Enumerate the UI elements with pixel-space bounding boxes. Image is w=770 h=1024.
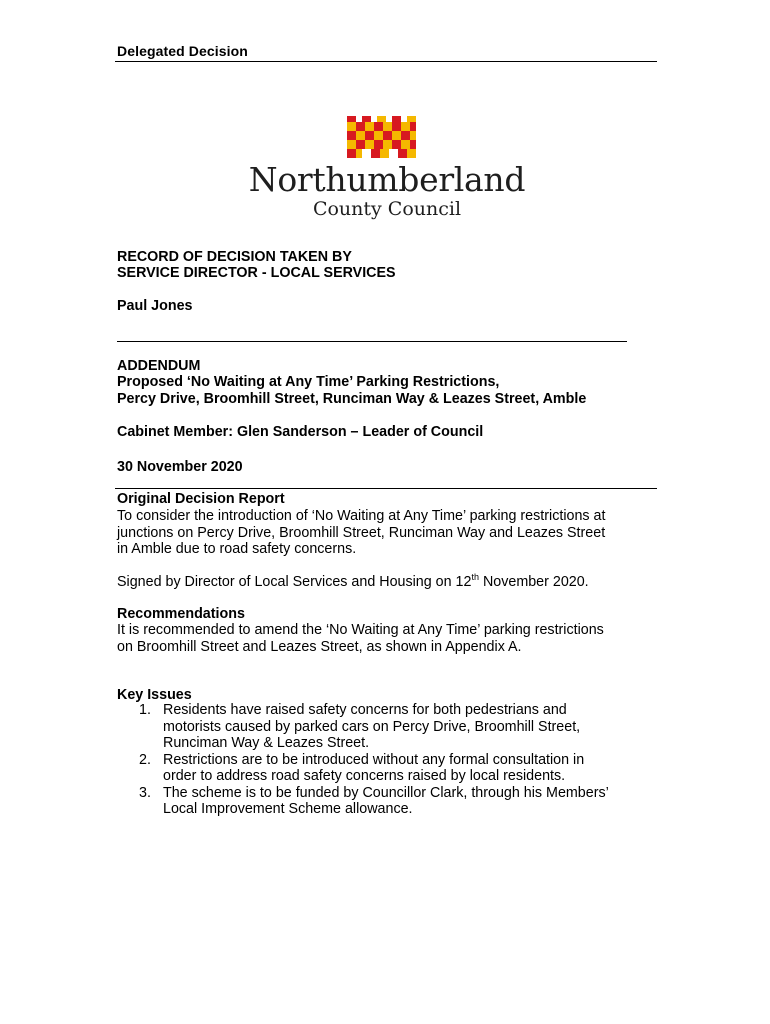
original-report-line1: To consider the introduction of ‘No Waiting at Any Time’ parking restrictions at <box>117 508 606 524</box>
decision-date: 30 November 2020 <box>117 459 243 475</box>
logo-subtitle: County Council <box>312 198 462 220</box>
list-item-line: Residents have raised safety concerns for both pedestrians and <box>163 702 567 718</box>
castle-crest-icon <box>347 116 417 158</box>
decision-maker-name: Paul Jones <box>117 298 193 314</box>
list-item <box>117 785 609 818</box>
list-item-line: Restrictions are to be introduced without any formal consultation in <box>163 751 585 768</box>
signed-statement <box>117 574 589 591</box>
list-item-line: motorists caused by parked cars on Percy Drive, Broomhill Street, <box>163 718 581 735</box>
document-header-label: Delegated Decision <box>117 43 248 59</box>
list-item-line: Runciman Way & Leazes Street. <box>163 735 370 751</box>
original-report-line2: junctions on Percy Drive, Broomhill Street, Runciman Way and Leazes Street <box>117 525 606 541</box>
cabinet-member: Cabinet Member: Glen Sanderson – Leader of Council <box>117 424 484 440</box>
signed-text-end: November 2020. <box>478 574 589 590</box>
section-divider <box>115 488 657 489</box>
list-item-number: 3. <box>139 784 151 801</box>
list-item-number: 1. <box>139 702 151 718</box>
header-rule <box>115 61 657 62</box>
section-divider <box>117 341 627 342</box>
council-logo <box>232 116 542 226</box>
record-heading-line1: RECORD OF DECISION TAKEN BY <box>117 249 352 265</box>
original-report-heading: Original Decision Report <box>117 491 285 507</box>
record-heading-line2: SERVICE DIRECTOR - LOCAL SERVICES <box>117 265 396 281</box>
list-item-line: The scheme is to be funded by Councillor Clark, through his Members’ <box>163 784 609 801</box>
list-item-number: 2. <box>139 751 151 768</box>
recommendations-line2: on Broomhill Street and Leazes Street, as shown in Appendix A. <box>117 639 522 655</box>
key-issues-heading: Key Issues <box>117 687 192 703</box>
recommendations-heading: Recommendations <box>117 606 245 622</box>
addendum-label: ADDENDUM <box>117 358 201 374</box>
list-item <box>117 702 609 752</box>
key-issues-list <box>117 702 609 818</box>
signed-text: Signed by Director of Local Services and Housing on 12 <box>117 574 472 590</box>
addendum-title-line1: Proposed ‘No Waiting at Any Time’ Parking Restrictions, <box>117 374 500 390</box>
logo-wordmark: Northumberland <box>248 160 526 199</box>
list-item <box>117 752 609 785</box>
original-report-line3: in Amble due to road safety concerns. <box>117 541 357 557</box>
recommendations-line1: It is recommended to amend the ‘No Waiting at Any Time’ parking restrictions <box>117 622 604 638</box>
list-item-line: Local Improvement Scheme allowance. <box>163 801 413 817</box>
addendum-title-line2: Percy Drive, Broomhill Street, Runciman Way & Leazes Street, Amble <box>117 391 587 407</box>
list-item-line: order to address road safety concerns raised by local residents. <box>163 768 566 784</box>
date-ordinal-suffix: th <box>471 572 479 583</box>
